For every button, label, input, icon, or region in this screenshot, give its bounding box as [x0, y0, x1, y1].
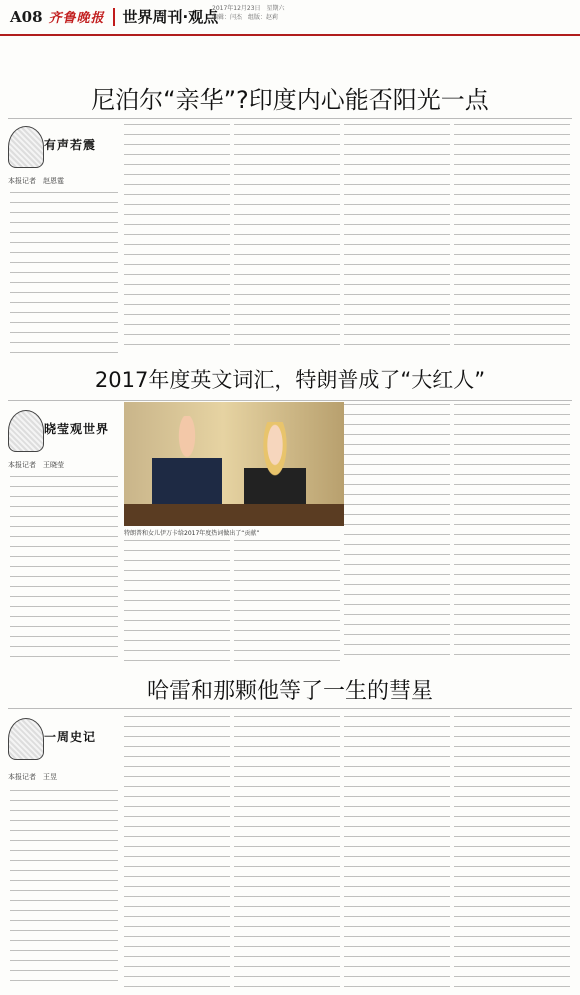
- article-3-body-col-1: [10, 790, 118, 988]
- article-2-body-col-2: [124, 540, 230, 664]
- article-1-column-badge: [8, 124, 120, 172]
- article-1-column-title: 有声若震: [44, 138, 97, 152]
- article-2-column-title: 晓莹观世界: [44, 422, 110, 436]
- article-3-divider: [8, 708, 572, 709]
- article-2-body-col-1: [10, 476, 118, 664]
- article-2-body-col-5: [454, 404, 570, 664]
- article-3-body-col-5: [454, 716, 570, 988]
- article-1-body-col-2: [124, 124, 230, 354]
- article-1-divider: [8, 118, 572, 119]
- section-title: 世界周刊·观点: [122, 8, 219, 26]
- article-3-body-col-4: [344, 716, 450, 988]
- article-3-body-col-2: [124, 716, 230, 988]
- masthead-date: 2017年12月23日 星期六: [212, 5, 285, 12]
- article-2-body-col-3: [234, 540, 340, 664]
- article-1-body-col-4: [344, 124, 450, 354]
- article-2-byline: 本报记者 王晓莹: [8, 461, 64, 469]
- article-2-body-col-4: [344, 404, 450, 664]
- article-1-body-col-1: [10, 192, 118, 354]
- article-1-body-col-5: [454, 124, 570, 354]
- article-1-headline: 尼泊尔“亲华”?印度内心能否阳光一点: [91, 86, 489, 114]
- page-number: A08: [10, 7, 43, 26]
- masthead-editors: 编辑：闫杰 组版：赵莉: [212, 14, 279, 21]
- article-3-column-badge: [8, 716, 120, 764]
- article-2-photo: [124, 402, 344, 526]
- article-3-byline: 本报记者 王昱: [8, 773, 57, 781]
- article-2-column-badge: [8, 408, 120, 456]
- columnist-portrait-icon: [8, 410, 44, 452]
- newspaper-logo: 齐鲁晚报: [48, 11, 105, 26]
- article-3-body-col-3: [234, 716, 340, 988]
- masthead: [0, 0, 580, 36]
- photo-desk: [124, 504, 344, 526]
- article-2-photo-caption: 特朗普和女儿伊万卡给2017年度热词做出了“贡献”: [124, 530, 260, 537]
- article-1-byline: 本报记者 赵恩霆: [8, 177, 64, 185]
- columnist-portrait-icon: [8, 126, 44, 168]
- masthead-divider: [113, 8, 115, 26]
- article-3-headline: 哈雷和那颗他等了一生的彗星: [146, 679, 433, 704]
- masthead-meta: [212, 4, 285, 22]
- article-2-headline: 2017年度英文词汇，特朗普成了“大红人”: [94, 368, 486, 392]
- article-2-divider: [8, 400, 572, 401]
- article-1-body-col-3: [234, 124, 340, 354]
- article-3-column-title: 一周史记: [44, 730, 97, 744]
- columnist-portrait-icon: [8, 718, 44, 760]
